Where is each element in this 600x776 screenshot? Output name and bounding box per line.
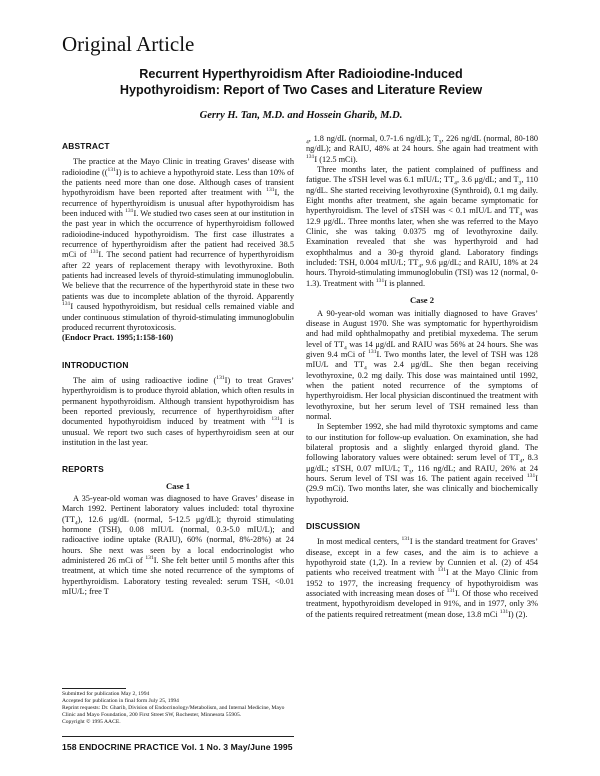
left-column bbox=[62, 134, 294, 597]
title-line-1: Recurrent Hyperthyroidism After Radioiodine-Induced bbox=[139, 67, 463, 81]
abstract-heading: ABSTRACT bbox=[62, 141, 110, 151]
case1-heading: Case 1 bbox=[165, 480, 191, 491]
authors: Gerry H. Tan, M.D. and Hossein Gharib, M.D. bbox=[199, 110, 403, 121]
title-line-2: Hypothyroidism: Report of Two Cases and Literature Review bbox=[119, 83, 483, 97]
section-kicker: Original Article bbox=[62, 32, 195, 56]
discussion-body: In most medical centers, $^{131}$I is the standard treatment for Graves’ disease, except in a few cases, and the aim is to achieve a hypothyroid state (1,2). In a review by Cunnien et al. (2) of 454 patients who received treatment with $^{131}$I at the Mayo Clinic from 1952 to 1977, the increasing frequency of hypothyroidism was associated with increasing mean doses of $^{131}$I. Of those who received treatment, hypothyroidism developed in 91%, and in 1977, only 3% of the patients required retreatment (mean dose, 13.8 mCi $^{131}$I) (2). bbox=[306, 536, 539, 619]
reports-heading: REPORTS bbox=[62, 464, 104, 475]
intro-body: The aim of using radioactive iodine ($^{131}$I) to treat Graves’ hyperthyroidism is to produce thyroid ablation, which often results in permanent hypothyroidism. Although transient hypothyroidism has been reported previously, recurrence of hyperthyroidism after documented hypothyroidism induced by treatment with $^{131}$I is unusual. We report two such cases of hyperthyroidism seen at our institution in the last year. bbox=[62, 375, 295, 447]
case1-paragraph-1: A 35-year-old woman was diagnosed to have Graves’ disease in March 1992. Pertinent laboratory values included: total thyroxine $(TT_4)$, 12.6 μg/dL (normal, 5-12.5 μg/dL); thyroid stimulating hormone (TSH), 0.08 mIU/L (normal, 0.3-5.0 mIU/L); and radioactive iodine uptake (RAIU), 60% (normal, 8%-28%) at 24 hours. She next was seen by a local endocrinologist who administered 26 mCi of $^{131}$I. She felt better until 5 months after this treatment, at which time she noted recurrence of the symptoms of hyperthyroidism. Laboratory testing revealed: serum TSH, <0.01 mIU/L; free T bbox=[62, 493, 294, 597]
right-column bbox=[306, 134, 538, 620]
abstract-citation: (Endocr Pract. 1995;1:158-160) bbox=[62, 333, 174, 343]
footnote-rule bbox=[62, 688, 126, 689]
footnote-accepted: Accepted for publication in final form July 25, 1994 bbox=[62, 698, 179, 704]
footer-rule bbox=[62, 736, 294, 737]
article-title bbox=[62, 66, 540, 98]
footnote-copyright: Copyright © 1995 AACE. bbox=[62, 719, 121, 725]
discussion-heading: DISCUSSION bbox=[306, 521, 361, 532]
case2-heading: Case 2 bbox=[409, 295, 435, 306]
footnote-reprint: Reprint requests: Dr. Gharib, Division of Endocrinology/Metabolism, and Internal Medicine, Mayo Clinic and Mayo Foundation, 200 First Street SW, Rochester, Minnesota 55905. bbox=[62, 705, 285, 718]
intro-heading: INTRODUCTION bbox=[62, 359, 129, 370]
case2-paragraph-1: A 90-year-old woman was initially diagnosed to have Graves’ disease in August 1970. She was symptomatic for hyperthyroidism and had mild ophthalmopathy and pretibial myxedema. The serum level of $TT_4$ was 14 μg/dL and RAIU was 56% at 24 hours. She was given 9.4 mCi of $^{131}$I. Two months later, the level of TSH was 128 mIU/L and $TT_4$ was 2.4 μg/dL. She then began receiving levothyroxine, 0.2 mg daily. This dose was maintained until 1992, when the patient noted recurrence of the symptoms of hyperthyroidism. Her local physician discontinued the treatment with levothyroxine, but her serum level of TSH remained less than normal. bbox=[306, 308, 539, 421]
case2-paragraph-2: In September 1992, she had mild thyrotoxic symptoms and came to our institution for follow-up evaluation. On examination, she had bilateral proptosis and a slightly enlarged thyroid gland. The following laboratory values were obtained: serum level of $TT_4$, 8.3 μg/dL; sTSH, 0.07 mIU/L; $T_3$, 116 ng/dL; and RAIU, 26% at 24 hours. Serum level of TSI was 16. The patient again received $^{131}$I (29.9 mCi). Two months later, she was clinically and biochemically hypothyroid. bbox=[306, 422, 538, 504]
footnote bbox=[62, 691, 294, 726]
case1-paragraph-1-cont: $_4$, 1.8 ng/dL (normal, 0.7-1.6 ng/dL); $T_3$, 226 ng/dL (normal, 80-180 ng/dL); and RAIU, 48% at 24 hours. She again had treatment with $^{131}$I (12.5 mCi). bbox=[306, 134, 538, 164]
abstract-body: The practice at the Mayo Clinic in treating Graves’ disease with radioiodine (($^{131}$I) is to achieve a hypothyroid state. Less than 10% of the patients need more than one dose. Although cases of transient hypothyroidism have been reported after treatment with $^{131}$I, the recurrence of hyperthyroidism is unusual after hypothyroidism has been induced with $^{131}$I. We studied two cases seen at our institution in the past year in which the occurrence of hyperthyroidism followed radioiodine-induced hypothyroidism. The first case illustrates a recurrence of hyperthyroidism after the patient had received 38.5 mCi of $^{131}$I. The second patient had recurrence of hyperthyroidism after 22 years of replacement therapy with levothyroxine. Both patients had increased levels of thyroid-stimulating immunoglobulin. We believe that the recurrence of the hyperthyroid state in these two patients was due to incomplete ablation of the thyroid. Apparently $^{131}$I caused hypothyroidism, but residual cells remained viable and under continuous stimulation of thyroid-stimulating immunoglobulin produced recurrent thyrotoxicosis. bbox=[62, 157, 294, 332]
page-footer: 158 ENDOCRINE PRACTICE Vol. 1 No. 3 May/June 1995 bbox=[62, 742, 293, 752]
case1-paragraph-2: Three months later, the patient complained of puffiness and fatigue. The sTSH level was 6.1 mIU/L; $TT_4$, 3.6 μg/dL; and $T_3$, 110 ng/dL. She started receiving levothyroxine (Synthroid), 0.1 mg daily. Eight months after treatment, she again became symptomatic for hyperthyroidism. The level of sTSH was < 0.1 mIU/L and $TT_4$ was 12.9 μg/dL. Three months later, when she was referred to the Mayo Clinic, she was taking 0.0375 mg of levothyroxine daily. Examination revealed that she was hyperthyroid and had exophthalmus and a 30-g thyroid gland. Laboratory findings included: TSH, 0.004 mIU/L; $TT_4$, 9.6 μg/dL; and RAIU, 18% at 24 hours. Thyroid-stimulating immunoglobulin (TSI) was 12 (normal, 0-1.3). Treatment with $^{131}$I is planned. bbox=[306, 165, 538, 288]
footnote-submitted: Submitted for publication May 2, 1994 bbox=[62, 691, 150, 697]
